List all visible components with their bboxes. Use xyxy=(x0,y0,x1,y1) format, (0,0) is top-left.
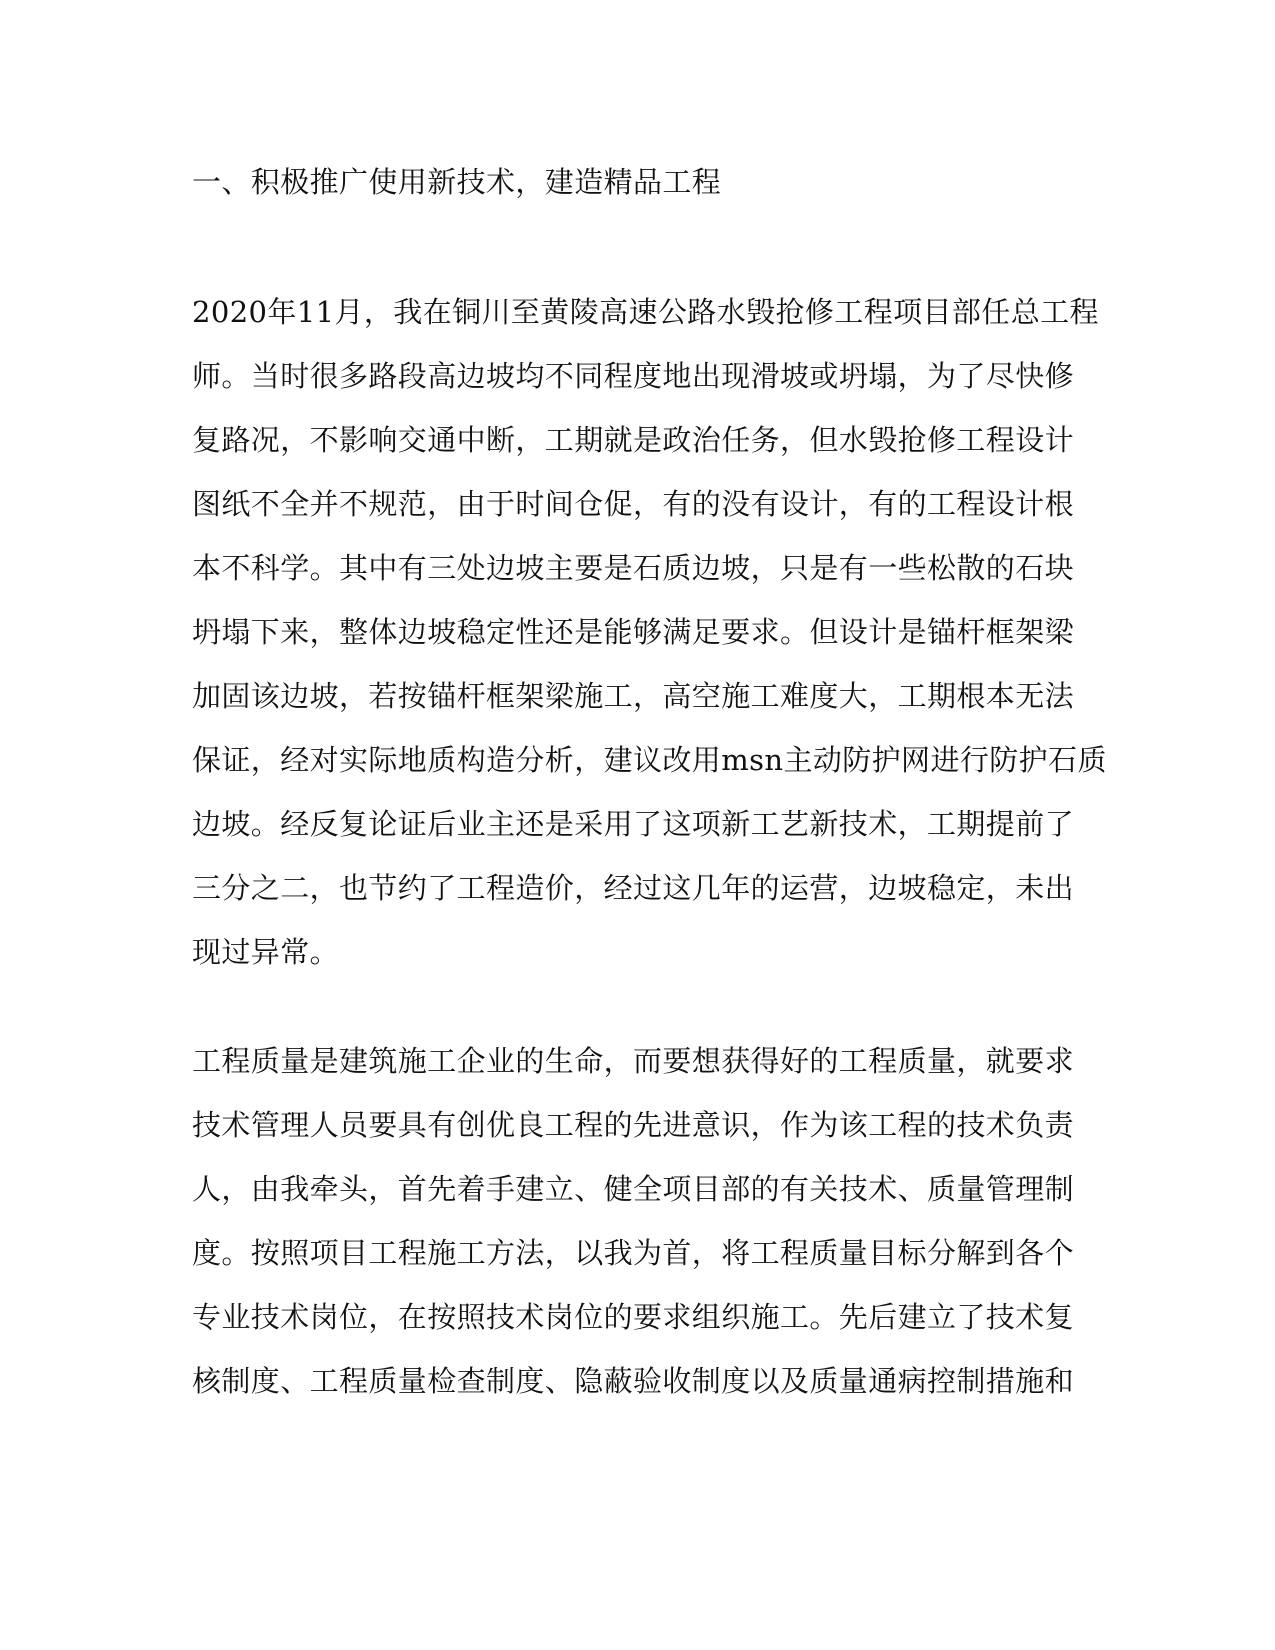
paragraph-line: 坍塌下来，整体边坡稳定性还是能够满足要求。但设计是锚杆框架梁 xyxy=(192,615,1075,649)
paragraph-line: 工程质量是建筑施工企业的生命，而要想获得好的工程质量，就要求 xyxy=(192,1044,1075,1078)
paragraph-line: 加固该边坡，若按锚杆框架梁施工，高空施工难度大，工期根本无法 xyxy=(192,679,1075,713)
paragraph-line: 核制度、工程质量检查制度、隐蔽验收制度以及质量通病控制措施和 xyxy=(192,1364,1075,1398)
paragraph-line: 人，由我牵头，首先着手建立、健全项目部的有关技术、质量管理制 xyxy=(192,1172,1075,1206)
paragraph-line: 技术管理人员要具有创优良工程的先进意识，作为该工程的技术负责 xyxy=(192,1108,1075,1142)
paragraph-line: 三分之二，也节约了工程造价，经过这几年的运营，边坡稳定，未出 xyxy=(192,871,1075,905)
paragraph-line: 本不科学。其中有三处边坡主要是石质边坡，只是有一些松散的石块 xyxy=(192,551,1075,585)
paragraph-1 xyxy=(192,280,1107,984)
paragraph-line: 度。按照项目工程施工方法，以我为首，将工程质量目标分解到各个 xyxy=(192,1236,1075,1270)
paragraph-line: 复路况，不影响交通中断，工期就是政治任务，但水毁抢修工程设计 xyxy=(192,423,1075,457)
paragraph-2 xyxy=(192,1029,1074,1413)
section-heading: 一、积极推广使用新技术，建造精品工程 xyxy=(192,165,722,199)
paragraph-line: 现过异常。 xyxy=(192,935,340,969)
paragraph-line: 边坡。经反复论证后业主还是采用了这项新工艺新技术，工期提前了 xyxy=(192,807,1075,841)
paragraph-line: 师。当时很多路段高边坡均不同程度地出现滑坡或坍塌，为了尽快修 xyxy=(192,359,1075,393)
paragraph-line: 图纸不全并不规范，由于时间仓促，有的没有设计，有的工程设计根 xyxy=(192,487,1075,521)
paragraph-line: 专业技术岗位，在按照技术岗位的要求组织施工。先后建立了技术复 xyxy=(192,1300,1075,1334)
paragraph-line: 保证，经对实际地质构造分析，建议改用msn主动防护网进行防护石质 xyxy=(192,743,1107,777)
paragraph-line: 2020年11月，我在铜川至黄陵高速公路水毁抢修工程项目部任总工程 xyxy=(192,295,1099,329)
